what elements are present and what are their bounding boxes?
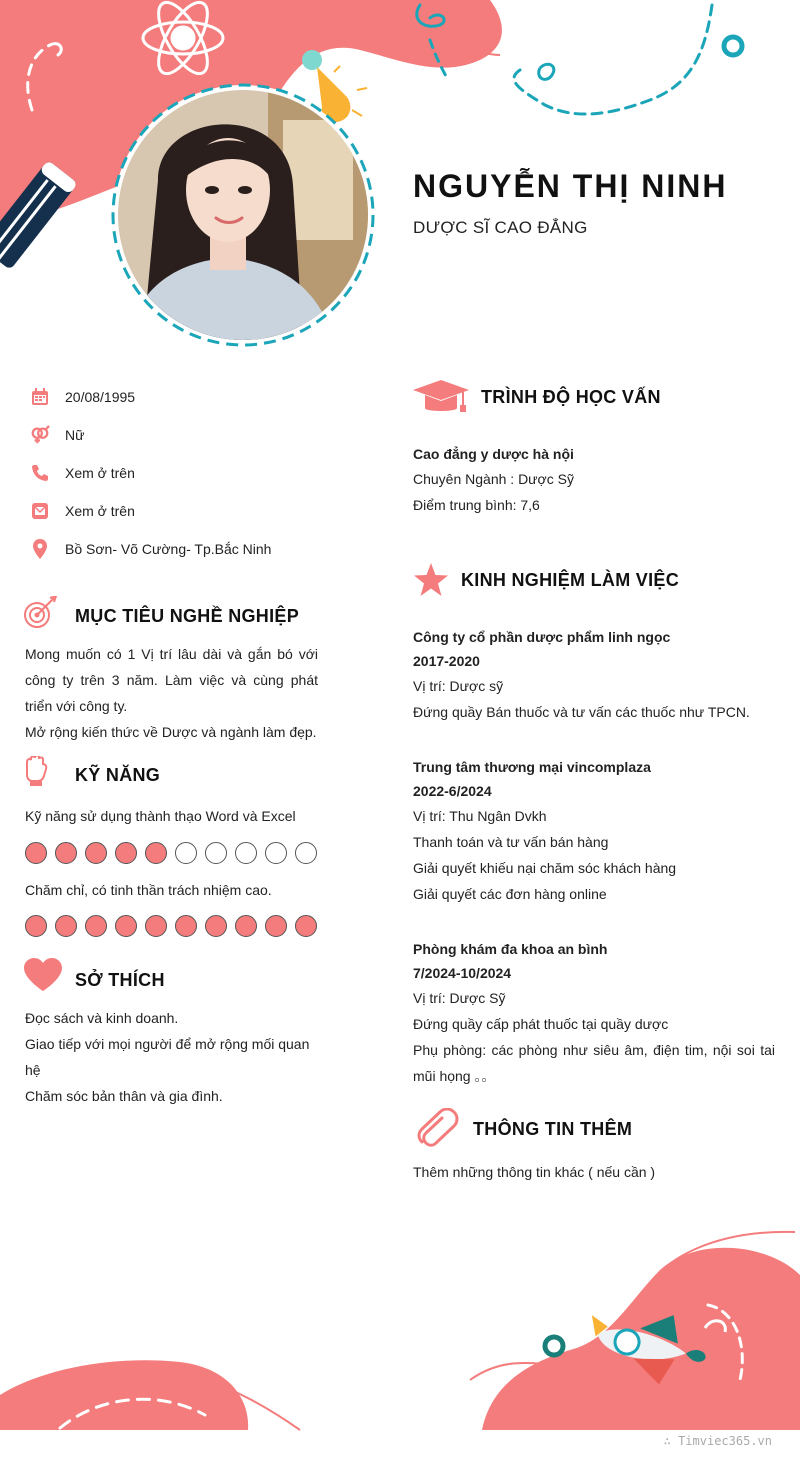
phone-icon <box>30 463 50 483</box>
education-major: Chuyên Ngành : Dược Sỹ <box>413 471 574 487</box>
skill-label: Kỹ năng sử dụng thành thạo Word và Excel <box>25 808 296 824</box>
job-detail: Phụ phòng: các phòng như siêu âm, điện tim, nội soi tai mũi họng 。。 <box>413 1042 775 1084</box>
job-entry <box>413 755 783 907</box>
candidate-name: NGUYỄN THỊ NINH <box>413 168 728 204</box>
objective-title: MỤC TIÊU NGHỀ NGHIỆP <box>75 606 300 626</box>
experience-title: KINH NGHIỆM LÀM VIỆC <box>461 570 680 590</box>
rating-dot-filled <box>115 842 137 864</box>
location-icon <box>30 539 50 559</box>
job-detail: Giải quyết các đơn hàng online <box>413 886 607 902</box>
rating-dot-filled <box>295 915 317 937</box>
contact-email <box>30 499 135 523</box>
job-entry <box>413 937 783 1089</box>
education-gpa: Điểm trung bình: 7,6 <box>413 497 540 513</box>
contact-phone <box>30 461 135 485</box>
rating-dot-empty <box>265 842 287 864</box>
job-period: 2022-6/2024 <box>413 783 492 799</box>
email-text: Xem ở trên <box>65 503 135 519</box>
additional-title: THÔNG TIN THÊM <box>473 1119 633 1139</box>
skill-rating <box>25 915 317 937</box>
contact-gender <box>30 423 84 447</box>
rating-dot-filled <box>115 915 137 937</box>
hobby-item: Giao tiếp với mọi người để mở rộng mối quan hệ <box>25 1036 310 1078</box>
objective-text: Mong muốn có 1 Vị trí lâu dài và gắn bó với công ty trên 3 năm. Làm việc và cùng phát triển với công ty. <box>25 646 318 714</box>
calendar-icon <box>30 387 50 407</box>
job-period: 7/2024-10/2024 <box>413 965 512 981</box>
rating-dot-filled <box>25 842 47 864</box>
education-entry <box>413 442 783 518</box>
rating-dot-filled <box>85 915 107 937</box>
rating-dot-empty <box>175 842 197 864</box>
graduation-cap-icon <box>413 380 469 416</box>
rating-dot-filled <box>145 915 167 937</box>
education-title: TRÌNH ĐỘ HỌC VẤN <box>481 387 661 407</box>
gender-icon <box>30 425 50 445</box>
contact-address <box>30 537 271 561</box>
avatar-illustration <box>118 90 368 340</box>
rating-dot-filled <box>175 915 197 937</box>
avatar <box>118 90 368 340</box>
watermark: ∴ Timviec365.vn <box>663 1434 772 1448</box>
gender-text: Nữ <box>65 427 85 443</box>
rating-dot-filled <box>55 842 77 864</box>
birthday-text: 20/08/1995 <box>65 389 136 405</box>
rating-dot-filled <box>85 842 107 864</box>
star-icon <box>413 563 449 597</box>
job-period: 2017-2020 <box>413 653 480 669</box>
rating-dot-filled <box>265 915 287 937</box>
company-name: Công ty cổ phần dược phẩm linh ngọc <box>413 629 671 645</box>
rating-dot-filled <box>235 915 257 937</box>
phone-text: Xem ở trên <box>65 465 135 481</box>
rating-dot-filled <box>145 842 167 864</box>
job-entry <box>413 625 783 725</box>
email-icon <box>30 501 50 521</box>
skill-rating <box>25 842 317 864</box>
skills-title: KỸ NĂNG <box>75 765 161 785</box>
address-text: Bồ Sơn- Võ Cường- Tp.Bắc Ninh <box>65 541 272 557</box>
fist-icon <box>24 756 48 786</box>
rating-dot-empty <box>235 842 257 864</box>
objective-text-2: Mở rộng kiến thức về Dược và ngành làm đẹp. <box>25 724 317 740</box>
hobbies-title: SỞ THÍCH <box>75 970 165 990</box>
skill-label: Chăm chỉ, có tinh thần trách nhiệm cao. <box>25 882 272 898</box>
job-detail: Thanh toán và tư vấn bán hàng <box>413 834 609 850</box>
heart-icon <box>24 958 62 992</box>
job-detail: Giải quyết khiếu nại chăm sóc khách hàng <box>413 860 677 876</box>
job-detail: Vị trí: Dược Sỹ <box>413 990 506 1006</box>
job-title: DƯỢC SĨ CAO ĐẲNG <box>413 218 588 237</box>
job-detail: Đứng quầy Bán thuốc và tư vấn các thuốc như TPCN. <box>413 704 750 720</box>
company-name: Phòng khám đa khoa an bình <box>413 941 608 957</box>
rating-dot-empty <box>295 842 317 864</box>
additional-text: Thêm những thông tin khác ( nếu cần ) <box>413 1164 656 1180</box>
profile-photo-frame <box>110 82 376 348</box>
target-icon <box>24 596 58 630</box>
job-detail: Vị trí: Thu Ngân Dvkh <box>413 808 547 824</box>
additional-entry <box>413 1159 783 1185</box>
hobby-item: Đọc sách và kinh doanh. <box>25 1010 179 1026</box>
paperclip-icon <box>416 1108 460 1148</box>
company-name: Trung tâm thương mại vincomplaza <box>413 759 651 775</box>
job-detail: Đứng quầy cấp phát thuốc tại quầy dược <box>413 1016 669 1032</box>
rating-dot-filled <box>25 915 47 937</box>
job-detail: Vị trí: Dược sỹ <box>413 678 504 694</box>
school-name: Cao đẳng y dược hà nội <box>413 446 574 462</box>
contact-birthday <box>30 385 135 409</box>
rating-dot-filled <box>55 915 77 937</box>
hobby-item: Chăm sóc bản thân và gia đình. <box>25 1088 223 1104</box>
rating-dot-filled <box>205 915 227 937</box>
rating-dot-empty <box>205 842 227 864</box>
